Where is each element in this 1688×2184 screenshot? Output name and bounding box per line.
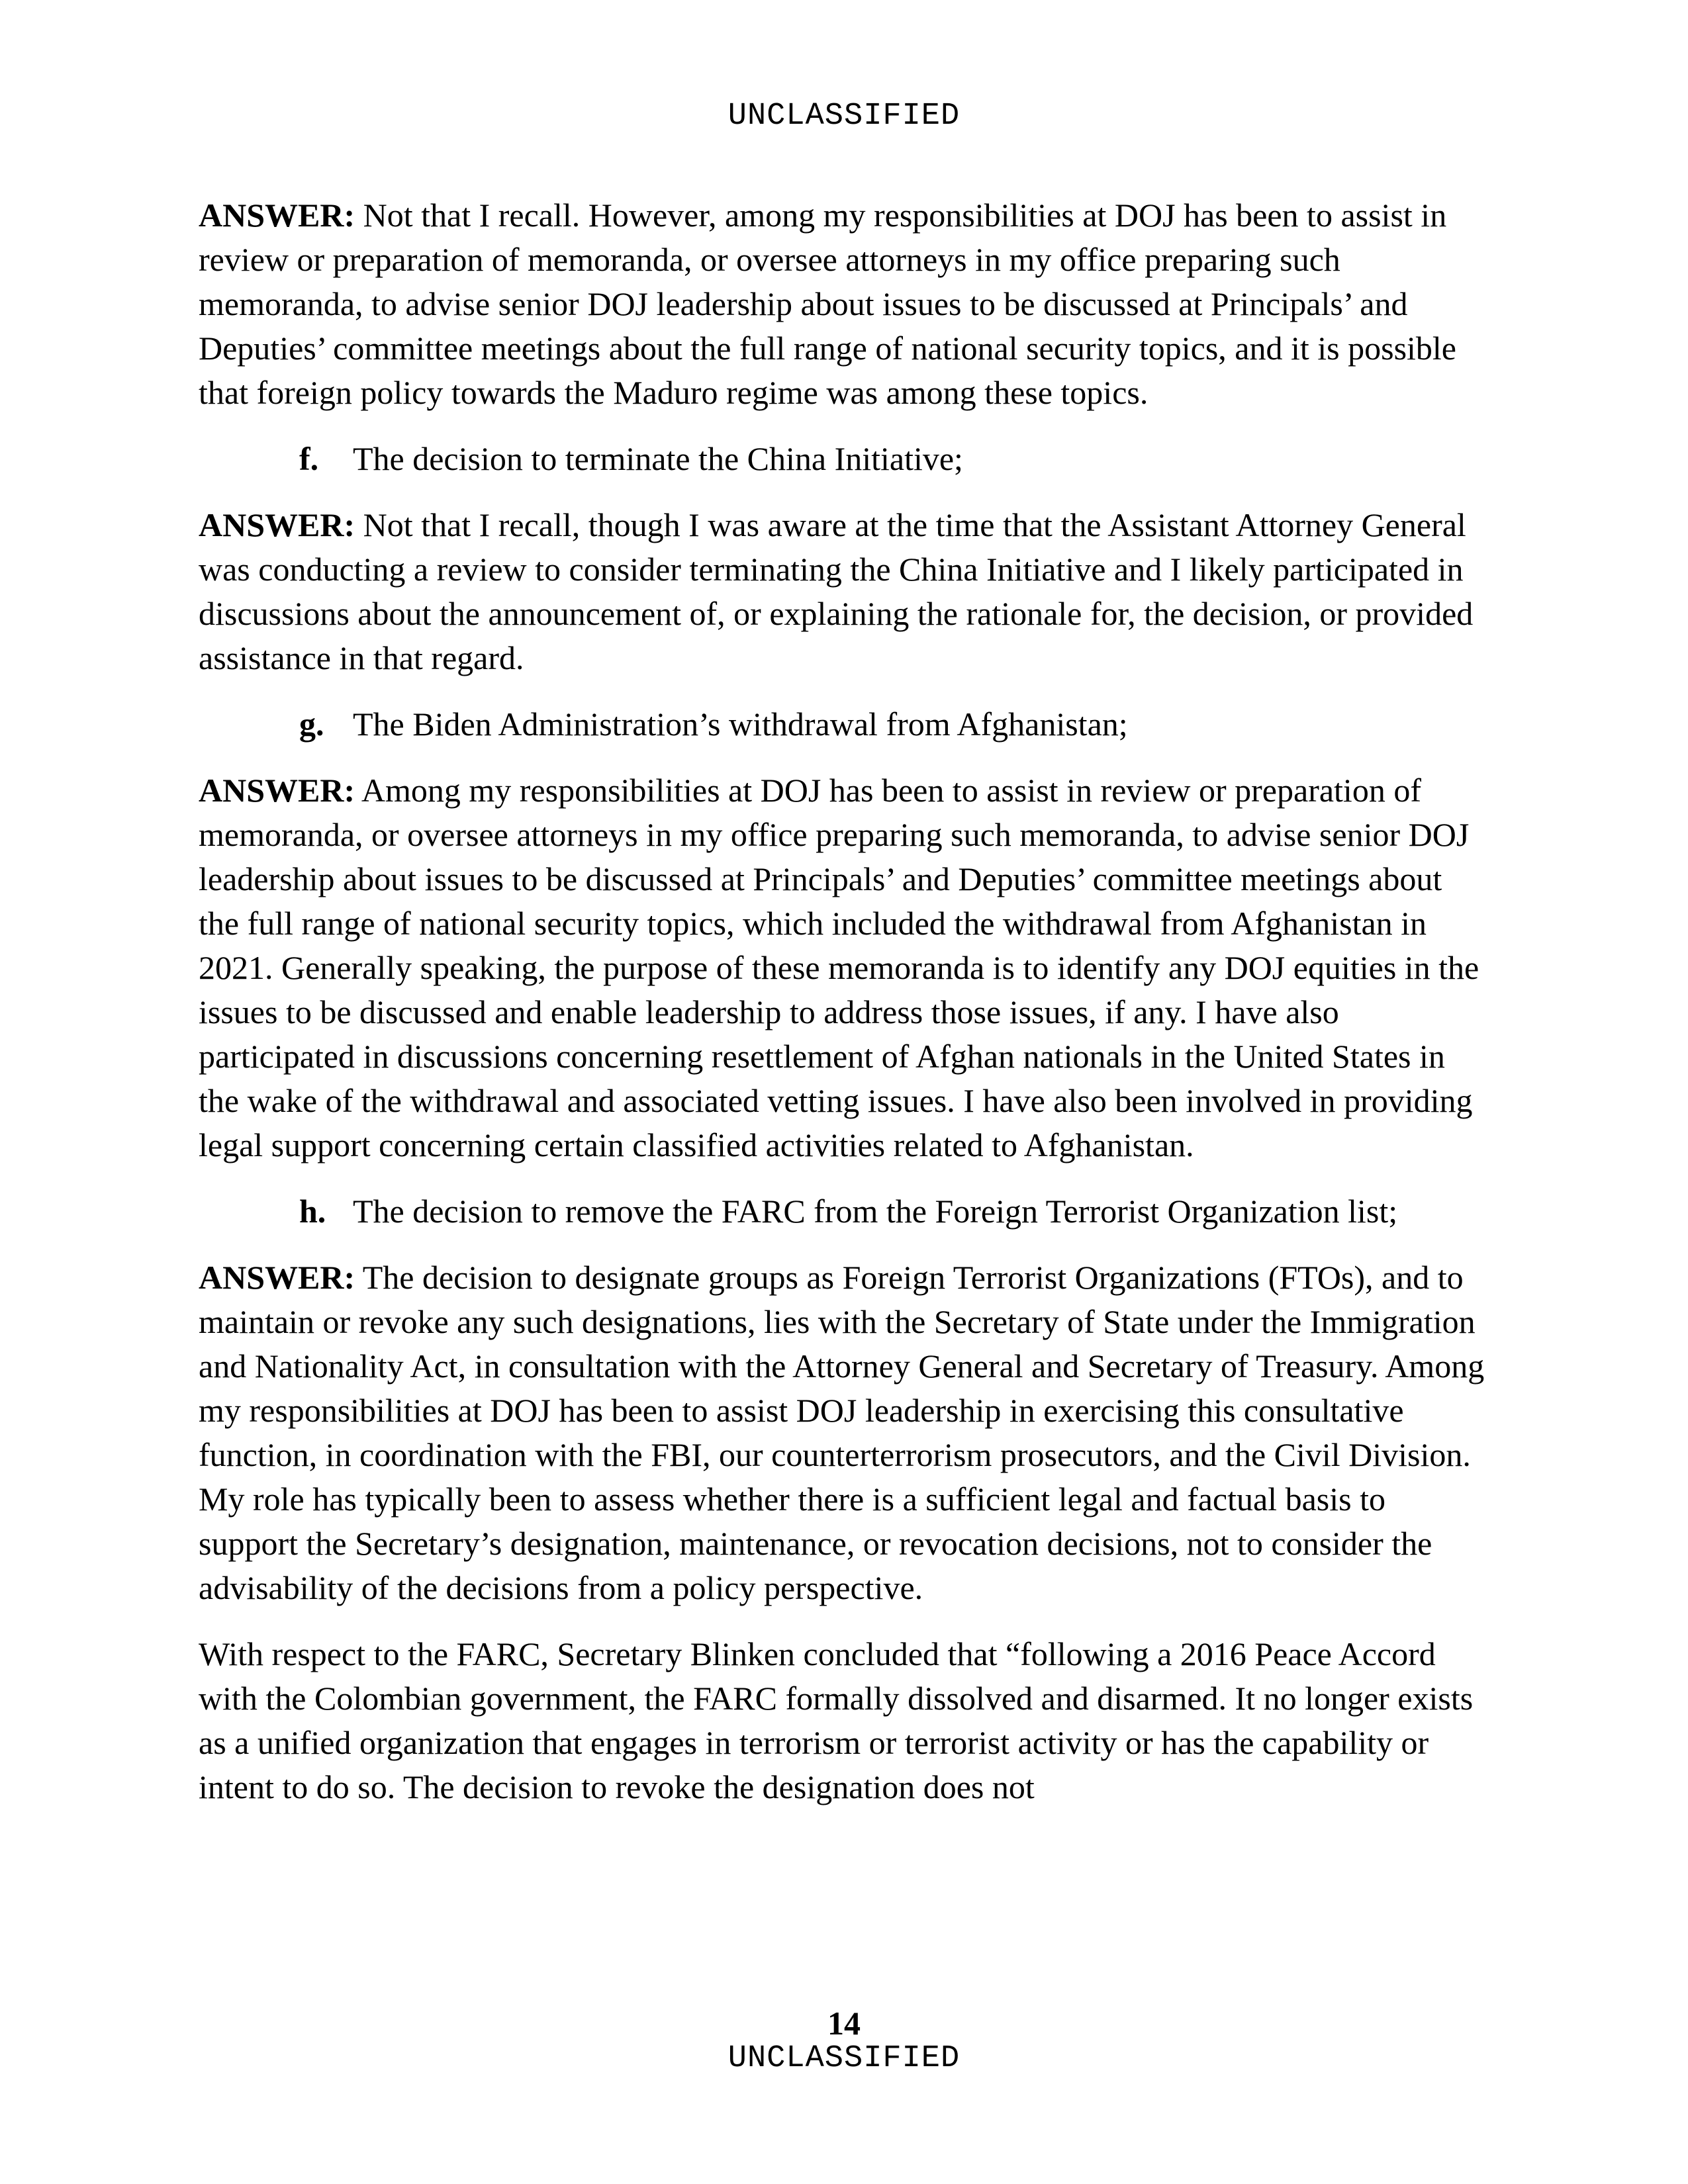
answer-paragraph-h: [199, 1255, 1489, 1610]
answer-text: Not that I recall. However, among my responsibilities at DOJ has been to assist in review or preparation of memoranda, or oversee attorneys in my office preparing such memoranda, to advise senior DOJ leadership about issues to be discussed at Principals’ and Deputies’ committee meetings about the full range of national security topics, and it is possible that foreign policy towards the Maduro regime was among these topics.: [199, 197, 1456, 411]
answer-paragraph-f: [199, 503, 1489, 680]
item-letter: h.: [299, 1193, 326, 1230]
page-number: 14: [827, 2005, 861, 2042]
answer-text: The decision to designate groups as Foreign Terrorist Organizations (FTOs), and to maintain or revoke any such designations, lies with the Secretary of State under the Immigration and Nationality Act, in consultation with the Attorney General and Secretary of Treasury. Among my responsibilities at DOJ has been to assist DOJ leadership in exercising this consultative function, in coordination with the FBI, our counterterrorism prosecutors, and the Civil Division. My role has typically been to assess whether there is a sufficient legal and factual basis to support the Secretary’s designation, maintenance, or revocation decisions, not to consider the advisability of the decisions from a policy perspective.: [199, 1259, 1485, 1606]
answer-label: ANSWER:: [199, 772, 355, 809]
answer-text: Not that I recall, though I was aware at the time that the Assistant Attorney General was conducting a review to consider terminating the China Initiative and I likely participated in discussions about the announcement of, or explaining the rationale for, the decision, or provided assistance in that regard.: [199, 506, 1474, 676]
question-item-g: [199, 702, 1489, 747]
footer-classification-banner: UNCLASSIFIED: [727, 2041, 961, 2076]
item-letter: f.: [299, 440, 319, 477]
item-text: The decision to remove the FARC from the Foreign Terrorist Organization list;: [353, 1193, 1398, 1230]
answer-text: Among my responsibilities at DOJ has been to assist in review or preparation of memoranda, or oversee attorneys in my office preparing such memoranda, to advise senior DOJ leadership about issues to be discussed at Principals’ and Deputies’ committee meetings about the full range of national security topics, which included the withdrawal from Afghanistan in 2021. Generally speaking, the purpose of these memoranda is to identify any DOJ equities in the issues to be discussed and enable leadership to address those issues, if any. I have also participated in discussions concerning resettlement of Afghan nationals in the United States in the wake of the withdrawal and associated vetting issues. I have also been involved in providing legal support concerning certain classified activities related to Afghanistan.: [199, 772, 1479, 1163]
item-text: The Biden Administration’s withdrawal from Afghanistan;: [353, 705, 1128, 743]
paragraph-text: With respect to the FARC, Secretary Blinken concluded that “following a 2016 Peace Accord with the Colombian government, the FARC formally dissolved and disarmed. It no longer exists as a unified organization that engages in terrorism or terrorist activity or has the capability or intent to do so. The decision to revoke the designation does not: [199, 1635, 1474, 1805]
page-header: [0, 101, 1688, 132]
item-letter: g.: [299, 705, 324, 743]
header-classification-banner: UNCLASSIFIED: [727, 99, 961, 134]
question-item-h: [199, 1189, 1489, 1234]
answer-label: ANSWER:: [199, 1259, 355, 1296]
answer-label: ANSWER:: [199, 506, 355, 543]
answer-paragraph-e: [199, 193, 1489, 415]
item-text: The decision to terminate the China Initiative;: [353, 440, 963, 477]
answer-label: ANSWER:: [199, 197, 355, 234]
page-footer: [0, 2004, 1688, 2075]
question-item-f: [199, 437, 1489, 481]
answer-paragraph-g: [199, 768, 1489, 1167]
document-body: [199, 193, 1489, 1831]
paragraph-farc: [199, 1632, 1489, 1809]
